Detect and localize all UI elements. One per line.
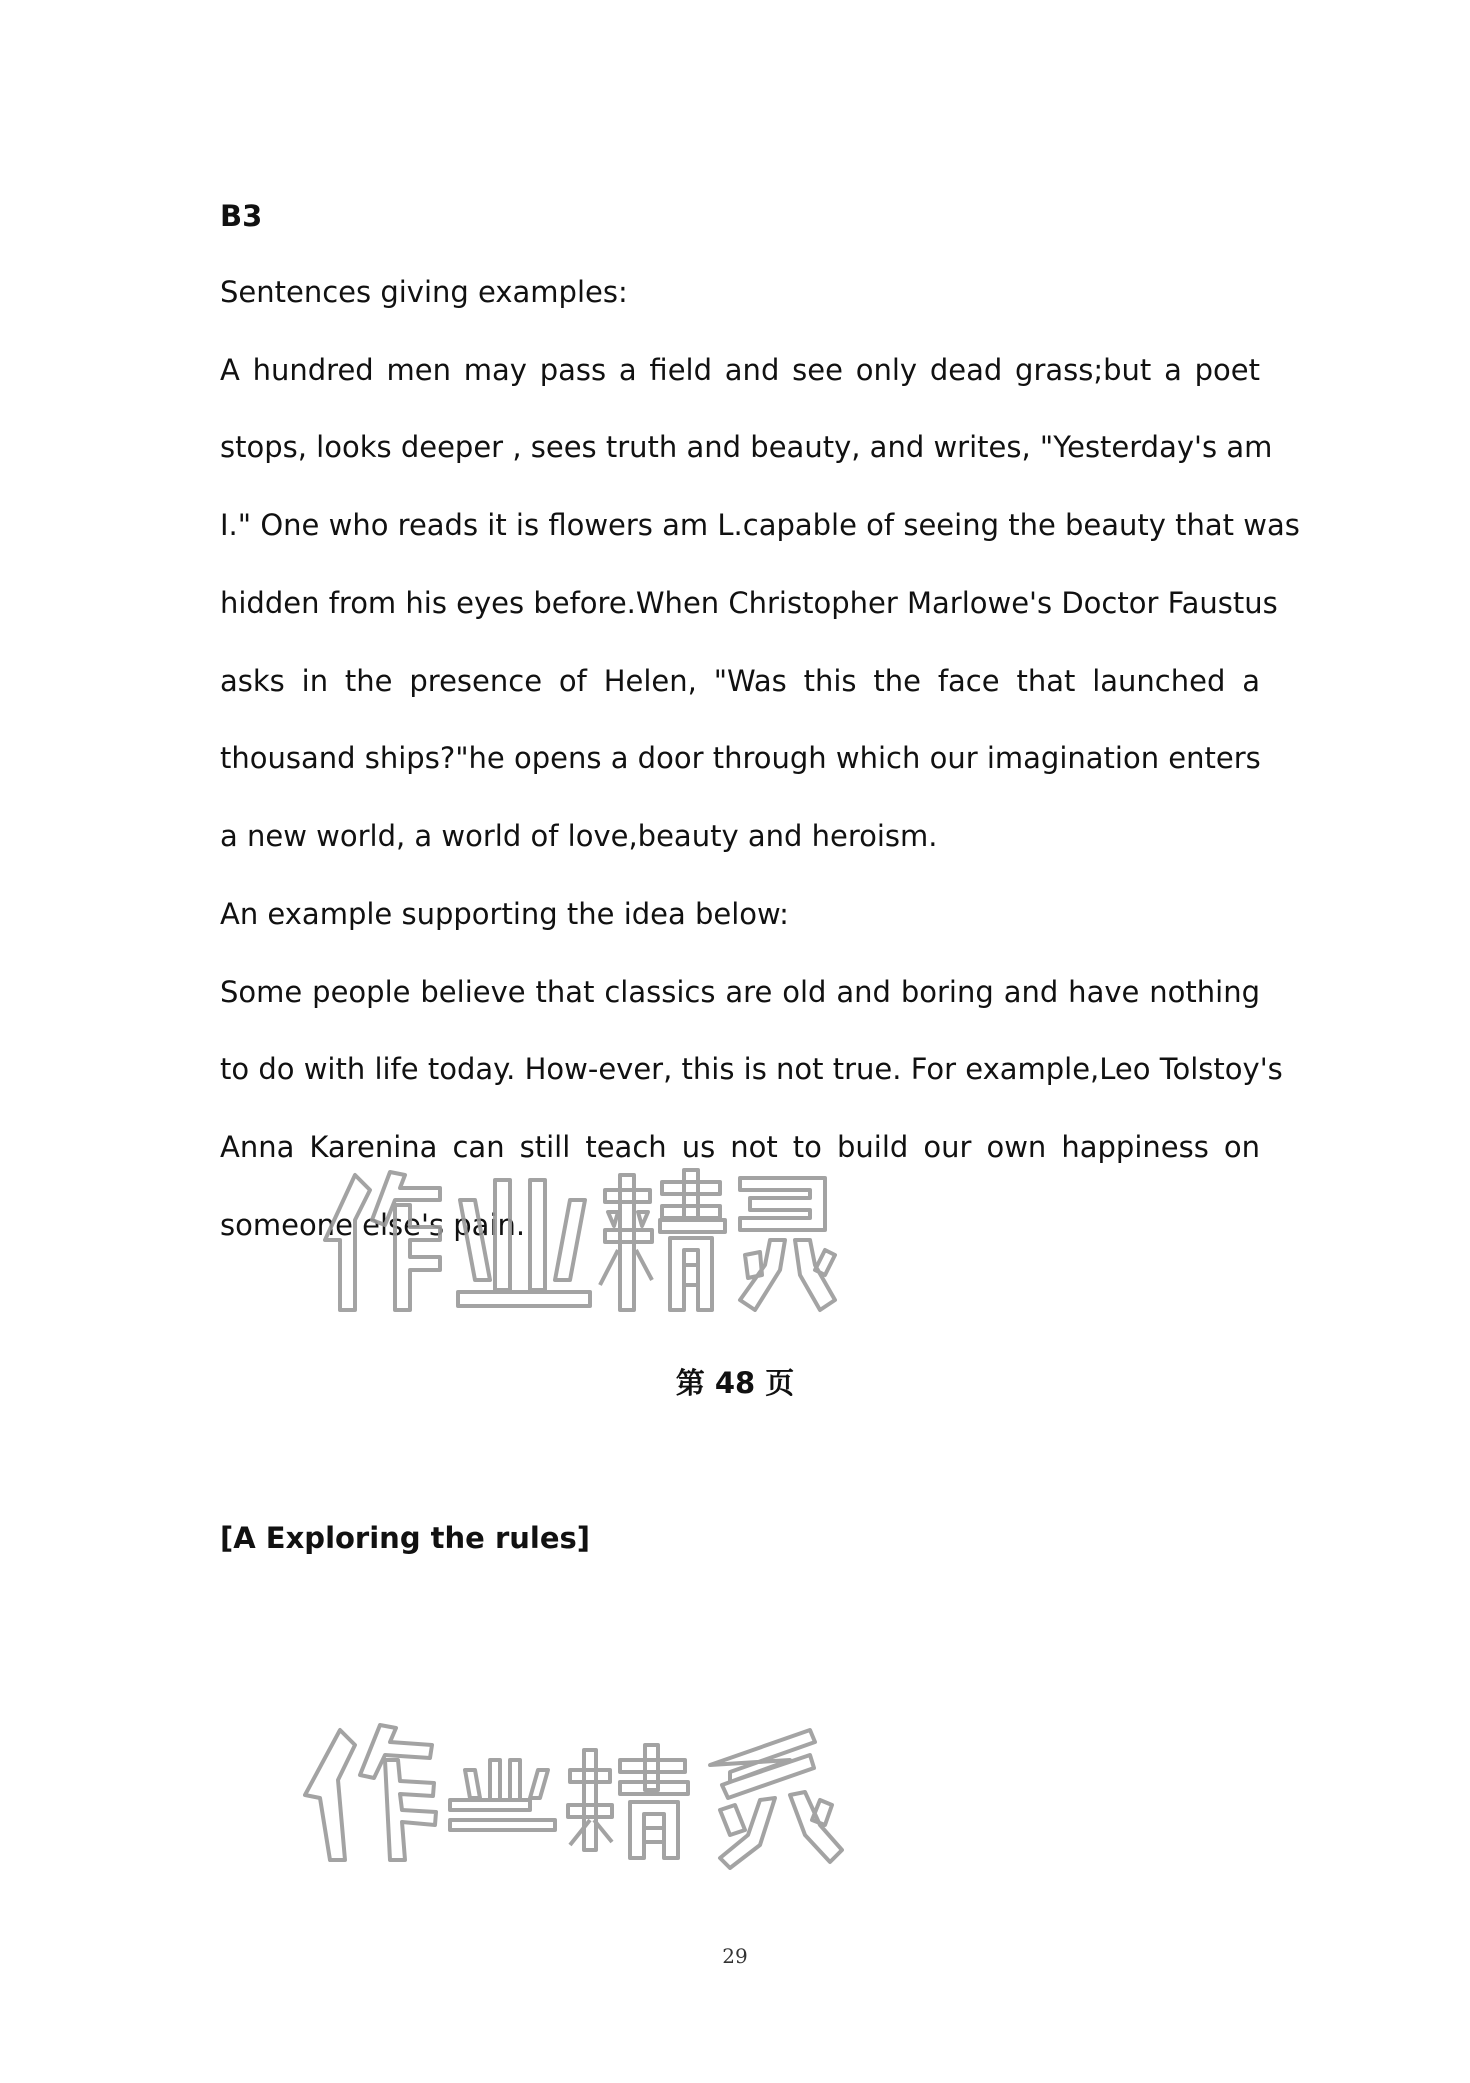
page-number: 29: [722, 1944, 748, 1968]
paragraph-1-line-6: thousand ships?"he opens a door through which our imagination enters: [220, 741, 1261, 775]
section-heading: B3: [220, 199, 263, 233]
paragraph-1-line-4: hidden from his eyes before.When Christopher Marlowe's Doctor Faustus: [220, 586, 1278, 620]
paragraph-1-line-2: stops, looks deeper , sees truth and beauty, and writes, "Yesterday's am: [220, 430, 1273, 464]
watermark-logo: [290, 1710, 850, 1870]
subsection-heading: [A Exploring the rules]: [220, 1521, 591, 1555]
paragraph-1-line-5: asks in the presence of Helen, "Was this the face that launched a: [220, 664, 1260, 698]
intro-label: Sentences giving examples:: [220, 275, 628, 309]
paragraph-2-line-4: someone else's pain.: [220, 1208, 526, 1242]
paragraph-2-line-1: Some people believe that classics are old and boring and have nothing: [220, 975, 1260, 1009]
paragraph-1-line-7: a new world, a world of love,beauty and heroism.: [220, 819, 938, 853]
paragraph-1-line-3: I." One who reads it is flowers am L.capable of seeing the beauty that was: [220, 508, 1300, 542]
paragraph-1-line-1: A hundred men may pass a field and see only dead grass;but a poet: [220, 353, 1260, 387]
support-label: An example supporting the idea below:: [220, 897, 789, 931]
paragraph-2-line-3: Anna Karenina can still teach us not to build our own happiness on: [220, 1130, 1260, 1164]
page-marker: 第 48 页: [675, 1366, 795, 1400]
paragraph-2-line-2: to do with life today. How-ever, this is not true. For example,Leo Tolstoy's: [220, 1052, 1283, 1086]
